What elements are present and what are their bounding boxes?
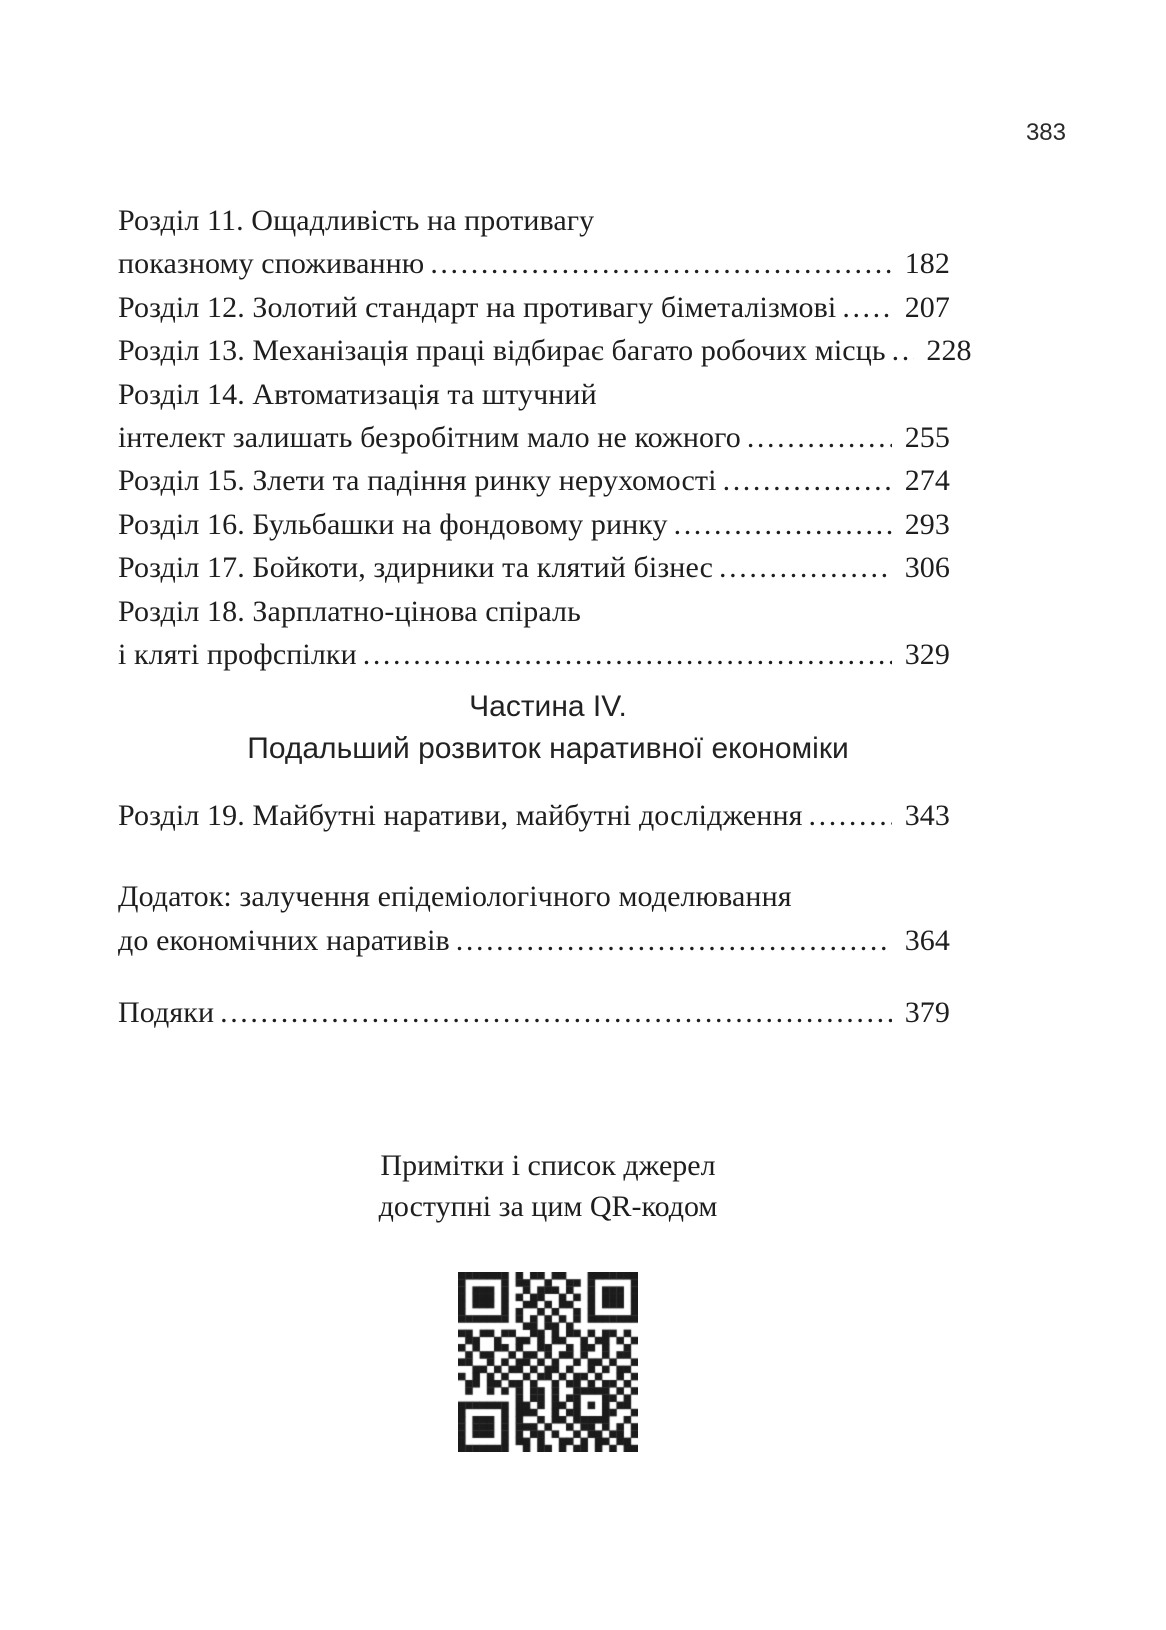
toc-page-number: 207 bbox=[904, 290, 950, 324]
toc-entry bbox=[118, 875, 950, 962]
toc-entry-line bbox=[118, 875, 950, 918]
toc-entry-line bbox=[118, 373, 950, 416]
toc-entry-line bbox=[118, 991, 950, 1034]
toc-list-after bbox=[118, 794, 950, 1035]
toc-entry bbox=[118, 329, 972, 372]
toc-entry-line bbox=[118, 329, 972, 372]
toc-entry-title: Розділ 16. Бульбашки на фондовому ринку bbox=[118, 507, 668, 541]
qr-note-line1: Примітки і список джерел bbox=[380, 1149, 716, 1182]
part-heading bbox=[118, 686, 978, 770]
dot-leader bbox=[723, 459, 892, 502]
dot-leader bbox=[892, 329, 914, 372]
toc-entry-line bbox=[118, 794, 950, 837]
toc-entry-line bbox=[118, 919, 950, 962]
toc-entry-title: Подяки bbox=[118, 996, 215, 1030]
toc-entry bbox=[118, 286, 950, 329]
toc-entry-title: Розділ 13. Механізація праці відбирає багато робочих місць bbox=[118, 334, 886, 368]
dot-leader bbox=[674, 503, 892, 546]
toc-page-number: 343 bbox=[904, 799, 950, 832]
toc-entry-line bbox=[118, 546, 950, 589]
toc-entry-title: Додаток: залучення епідеміологічного моделювання bbox=[118, 880, 792, 914]
toc-entry bbox=[118, 794, 950, 837]
toc-page-number: 274 bbox=[904, 464, 950, 498]
toc-entry-title: Розділ 14. Автоматизація та штучний bbox=[118, 377, 597, 411]
toc-page-number: 228 bbox=[926, 334, 972, 368]
toc-page-number: 255 bbox=[904, 421, 950, 455]
toc-entry-title: Розділ 19. Майбутні наративи, майбутні дослідження bbox=[118, 799, 803, 832]
dot-leader bbox=[430, 242, 892, 285]
toc-entry-line bbox=[118, 633, 950, 676]
toc-entry bbox=[118, 199, 950, 286]
toc-page-number: 364 bbox=[904, 923, 950, 957]
qr-note bbox=[118, 1146, 978, 1227]
toc-entry-title: Розділ 11. Ощадливість на противагу bbox=[118, 204, 595, 237]
dot-leader bbox=[719, 546, 892, 589]
toc-entry bbox=[118, 991, 950, 1034]
toc-entry bbox=[118, 546, 950, 589]
toc-entry bbox=[118, 373, 950, 460]
page-number-folio: 383 bbox=[1025, 119, 1066, 146]
toc-entry-line bbox=[118, 199, 950, 242]
toc-entry-title: Розділ 15. Злети та падіння ринку нерухомості bbox=[118, 464, 717, 498]
toc-entry-title: інтелект залишать безробітним мало не кожного bbox=[118, 421, 741, 455]
toc-entry-line bbox=[118, 590, 950, 633]
toc-page-number: 329 bbox=[904, 638, 950, 672]
part-heading-line2: Подальший розвиток наративної економіки bbox=[247, 732, 849, 765]
toc-list-main bbox=[118, 199, 972, 676]
toc-entry bbox=[118, 590, 950, 677]
qr-code-container bbox=[458, 1272, 638, 1452]
toc-entry bbox=[118, 503, 950, 546]
toc-entry-title: Розділ 12. Золотий стандарт на противагу біметалізмові bbox=[118, 290, 837, 324]
dot-leader bbox=[842, 286, 892, 329]
toc-entry-title: Розділ 18. Зарплатно-цінова спіраль bbox=[118, 594, 581, 628]
toc-entry-line bbox=[118, 503, 950, 546]
toc-entry-line bbox=[118, 459, 950, 502]
toc-entry-line bbox=[118, 242, 950, 285]
dot-leader bbox=[220, 991, 892, 1034]
toc-entry-title: показному споживанню bbox=[118, 247, 425, 281]
toc-entry-line bbox=[118, 416, 950, 459]
toc-entry-line bbox=[118, 286, 950, 329]
toc-page-number: 293 bbox=[904, 507, 950, 541]
dot-leader bbox=[456, 919, 892, 962]
part-heading-line1: Частина IV. bbox=[469, 690, 627, 723]
toc-entry bbox=[118, 459, 950, 502]
dot-leader bbox=[809, 794, 893, 837]
toc-entry-title: до економічних наративів bbox=[118, 923, 450, 957]
toc-page-number: 182 bbox=[904, 247, 950, 281]
toc-page-number: 379 bbox=[904, 996, 950, 1030]
dot-leader bbox=[747, 416, 892, 459]
qr-note-line2: доступні за цим QR-кодом bbox=[378, 1189, 718, 1223]
qr-code bbox=[458, 1272, 638, 1452]
dot-leader bbox=[363, 633, 892, 676]
toc-entry-title: Розділ 17. Бойкоти, здирники та клятий бізнес bbox=[118, 551, 714, 585]
toc-entry-title: і кляті профспілки bbox=[118, 638, 357, 672]
toc-page-number: 306 bbox=[904, 551, 950, 585]
